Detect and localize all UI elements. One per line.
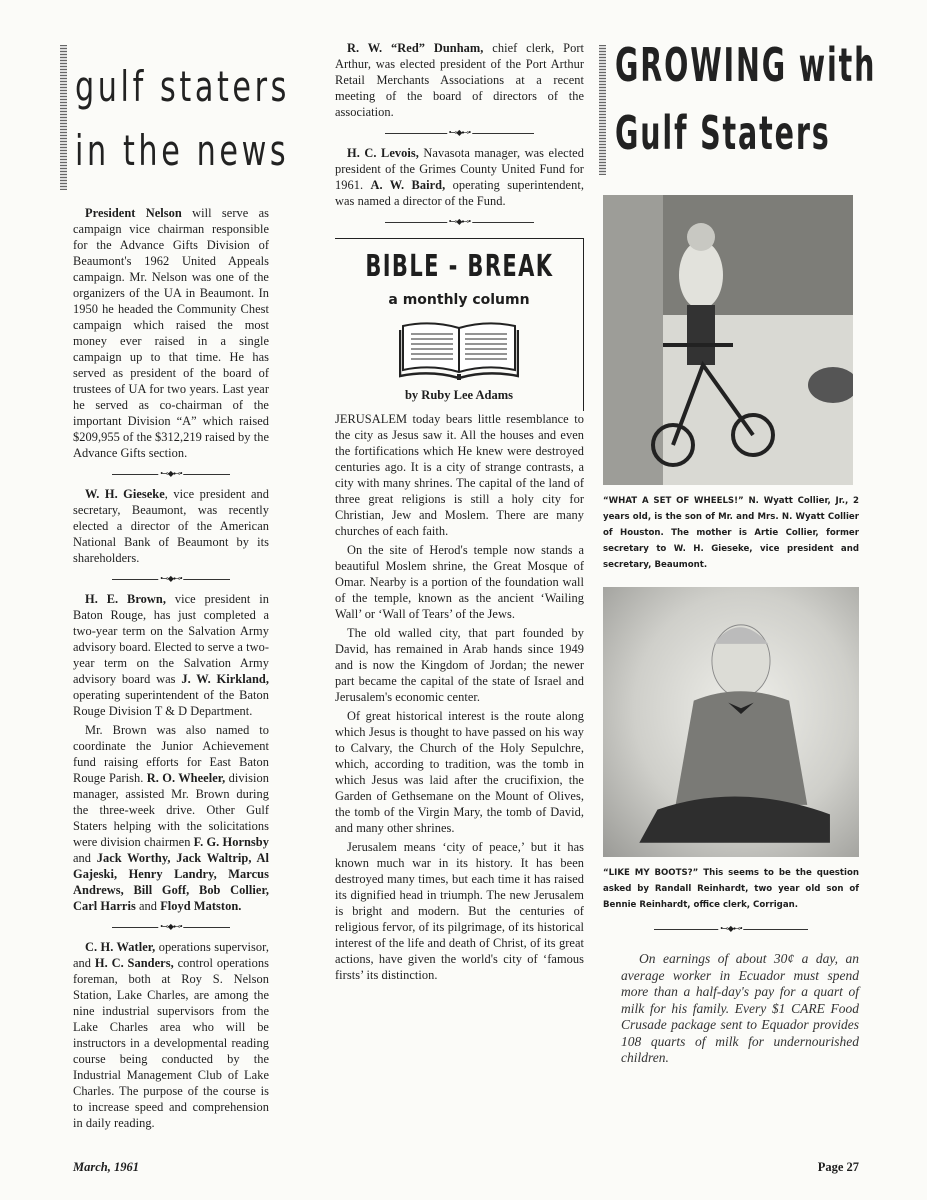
text-run: operating superintendent, was named a director of the Fund. [335,178,584,208]
bible-break-article [335,411,584,983]
bold-name: H. C. Levois, [347,146,419,160]
bold-name: J. W. Kirkland, [181,672,269,686]
article-paragraph [335,625,584,705]
text-run: The old walled city, that part founded by David, has remained in Arab hands since 1949 and is now the Kingdom of Jordan; the newer part became the capital of the state of Israel and Jerusalem's economic center. [335,626,584,704]
text-run: control operations foreman, both at Roy S. Nelson Station, Lake Charles, are among the nine industrial supervisors from the Lake Charles area who will be instructors in a developmental reading course being conducted by the Industrial Management Club of Lake Charles. The purpose of the course is to increase speed and comprehension in daily reading. [73,956,269,1130]
text-run: Jerusalem means ‘city of peace,’ but it has known much war in its history. It has been destroyed many times, but each time it has raised its dignified head in triumph. The new Jerusalem is bright and modern. But the centuries of religious fervor, of its pilgrimage, of its historical interest of the life and death of Christ, of its great actions, have given the world's city of ‘famous firsts’ its distinction. [335,840,584,982]
bold-name: R. W. “Red” Dunham, [347,41,484,55]
text-run: , vice president and secretary, Beaumont, was recently elected a director of the American National Bank of Beaumont by its shareholders. [73,487,269,565]
article-paragraph [335,411,584,539]
bold-name: Jack Worthy, Jack Waltrip, Al Gajeski, Henry Landry, Marcus Andrews, Bill Goff, Bob Collier, Carl Harris [73,851,269,913]
open-book-icon [399,318,519,380]
article-paragraph [335,708,584,836]
growing-title-line2: Gulf Staters [615,106,831,160]
text-run: chief clerk, Port Arthur, was elected president of the Port Arthur Retail Merchants Associations at a recent meeting of the board of directors of the association. [335,41,584,119]
care-food-crusade-note: On earnings of about 30¢ a day, an average worker in Ecuador must spend more than a half-day's pay for a quart of milk for his family. Every $1 CARE Food Crusade package sent to Equador provides 108 quarts of milk for undernourished children. [621,951,859,1065]
text-run: and [135,899,161,913]
text-run: operations supervisor, and [73,940,269,970]
bold-name: A. W. Baird, [370,178,446,192]
section-title-line1: gulf staters [75,62,291,111]
bold-name: H. C. Sanders, [94,956,174,970]
divider [603,919,859,941]
text-run: vice president in Baton Rouge, has just completed a two-year term on the Salvation Army advisory board. Elected to serve a two-year term on the Salvation Army advisory board was [73,592,269,686]
divider [335,123,584,145]
bold-name: Floyd Matston. [160,899,242,913]
byline: by Ruby Lee Adams [404,388,513,402]
article-paragraph [335,839,584,983]
bible-break-subtitle: a monthly column [388,292,530,308]
dunham-item [335,40,584,120]
bold-name: R. O. Wheeler, [146,771,226,785]
divider [73,464,269,486]
text-run: Mr. Brown was also named to coordinate the Junior Achievement fund raising efforts for East Baton Rouge Parish. [73,723,269,785]
growing-title-line1: GROWING with [615,38,877,92]
middle-column [335,40,584,986]
divider-ornament: •⊸◆⊷• [448,217,471,226]
divider-ornament: •⊸◆⊷• [160,922,182,931]
text-run: Navasota manager, was elected president of the Grimes County United Fund for 1961. [335,146,584,192]
gieseke-item [73,486,269,566]
article-paragraph [335,542,584,622]
header-stripe [60,45,67,190]
photo-boy-on-tricycle [603,195,853,485]
bible-break-title: BIBLE - BREAK [364,249,554,284]
divider-ornament: •⊸◆⊷• [720,924,742,933]
bold-name: W. H. Gieseke [85,487,165,501]
divider-ornament: •⊸◆⊷• [448,128,471,137]
divider [73,917,269,939]
right-column [603,40,859,1067]
text-run: division manager, assisted Mr. Brown during the three-week drive. Other Gulf Staters helping with the solicitations were division chairmen [73,771,270,849]
divider [73,569,269,591]
section-title-line2: in the news [75,126,290,175]
bold-name: C. H. Watler, [85,940,156,954]
divider [335,212,584,234]
divider-ornament: •⊸◆⊷• [160,574,182,583]
bold-name: President Nelson [85,206,182,220]
text-run: will serve as campaign vice chairman responsible for the Advance Gifts Division of Beaumont's 1962 United Appeals campaign. Mr. Nelson was one of the organizers of the UA in Beaumont. In 1950 he headed the Community Chest campaign which raised the most money ever raised in a single campaign up to that time. He has served as president of the board of trustees of UA for two years. Last year he served as co-chairman of the important Division “A” which raised $209,955 of the $312,219 raised by the Advance Gifts section. [73,206,270,460]
divider-ornament: •⊸◆⊷• [160,469,182,478]
brown-item-cont [73,722,269,914]
nelson-item [73,205,269,461]
left-column [73,205,269,1134]
page-number: Page 27 [817,1160,859,1174]
bold-name: F. G. Hornsby [193,835,269,849]
photo-caption-boots: “LIKE MY BOOTS?” This seems to be the question asked by Randall Reinhardt, two year old son of Bennie Reinhardt, office clerk, Corrigan. [603,868,859,910]
text-run: operating superintendent of the Baton Rouge Division T & D Department. [73,688,269,718]
text-run: and [73,851,97,865]
watler-item [73,939,269,1131]
bold-name: H. E. Brown, [85,592,166,606]
text-run: On the site of Herod's temple now stands a beautiful Moslem shrine, the Great Mosque of Omar. Nearby is a portion of the foundation wall of the temple, known as the ancient ‘Wailing Wall’ or ‘Wall of Tears’ of the Jews. [335,543,584,621]
levois-item [335,145,584,209]
brown-item [73,591,269,719]
photo-caption-wheels: “WHAT A SET OF WHEELS!” N. Wyatt Collier, Jr., 2 years old, is the son of Mr. and Mrs. N. Wyatt Collier of Houston. The mother is Artie Collier, former secretary to W. H. Gieseke, vice president and secretary, Beaumont. [603,496,859,570]
photo-boy-in-boots [603,587,859,857]
footer-date: March, 1961 [73,1160,139,1174]
text-run: Of great historical interest is the route along which Jesus is thought to have passed on his way to Calvary, the Church of the Holy Sepulchre, which, according to tradition, was the tomb in which Jesus was laid after the crucifixion, the Garden of Gethsemane on the Mount of Olives, the tomb of the Virgin Mary, the tomb of David, and many other shrines. [335,709,584,835]
bible-break-box [335,238,584,411]
text-run: JERUSALEM today bears little resemblance to the city as Jesus saw it. All the houses and even the fortifications which He knew were destroyed centuries ago. It is a city of strange contrasts, a city with many shrines. The capital of the land of three great religions is still a holy city for Christian, Jew and Moslem. There are many churches of each faith. [335,412,584,538]
